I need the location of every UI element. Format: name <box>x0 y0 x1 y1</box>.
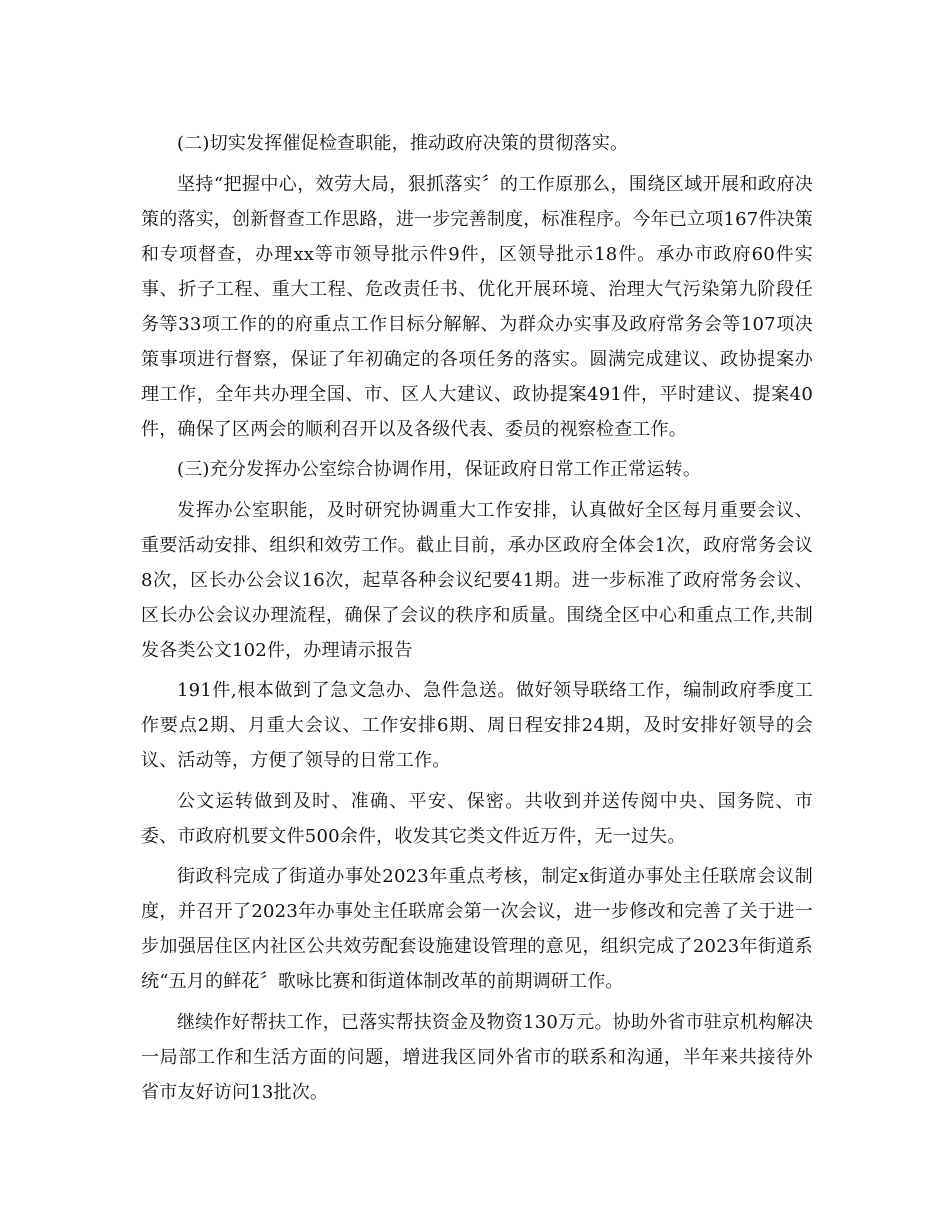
paragraph-assistance: 继续作好帮扶工作，已落实帮扶资金及物资130万元。协助外省市驻京机构解决一局部工作和生活方面的问题，增进我区同外省市的联系和沟通，半年来共接待外省市友好访问13批次。 <box>141 1011 813 1103</box>
paragraph-documents: 公文运转做到及时、准确、平安、保密。共收到并送传阅中央、国务院、市委、市政府机要文件500余件，收发其它类文件近万件，无一过失。 <box>141 790 813 847</box>
paragraph-coordination: 发挥办公室职能，及时研究协调重大工作安排，认真做好全区每月重要会议、重要活动安排、组织和效劳工作。截止目前，承办区政府全体会1次，政府常务会议8次，区长办公会议16次，起草各种会议纪要41期。进一步标准了政府常务会议、区长办公会议办理流程，确保了会议的秩序和质量。围绕全区中心和重点工作,共制发各类公文102件，办理请示报告 <box>141 499 813 661</box>
paragraph-street-affairs: 街政科完成了街道办事处2023年重点考核，制定x街道办事处主任联席会议制度，并召开了2023年办事处主任联席会第一次会议，进一步修改和完善了关于进一步加强居住区内社区公共效劳配套设施建设管理的意见，组织完成了2023年街道系统“五月的鲜花〞歌咏比赛和街道体制改革的前期调研工作。 <box>141 866 813 992</box>
section-heading-3: (三)充分发挥办公室综合协调作用，保证政府日常工作正常运转。 <box>177 459 702 480</box>
paragraph-supervision: 坚持“把握中心，效劳大局，狠抓落实〞的工作原那么，围绕区域开展和政府决策的落实，创新督查工作思路，进一步完善制度，标准程序。今年已立项167件决策和专项督查，办理xx等市领导批示件9件，区领导批示18件。承办市政府60件实事、折子工程、重大工程、危改责任书、优化开展环境、治理大气污染第九阶段任务等33项工作的的府重点工作目标分解解、为群众办实事及政府常务会等107项决策事项进行督察，保证了年初确定的各项任务的落实。圆满完成建议、政协提案办理工作，全年共办理全国、市、区人大建议、政协提案491件，平时建议、提案40件，确保了区两会的顺利召开以及各级代表、委员的视察检查工作。 <box>141 173 813 440</box>
section-heading-2: (二)切实发挥催促检查职能，推动政府决策的贯彻落实。 <box>177 133 629 154</box>
paragraph-liaison: 191件,根本做到了急文急办、急件急送。做好领导联络工作，编制政府季度工作要点2期、月重大会议、工作安排6期、周日程安排24期，及时安排好领导的会议、活动等，方便了领导的日常工作。 <box>141 680 813 771</box>
document-body <box>141 126 813 1115</box>
